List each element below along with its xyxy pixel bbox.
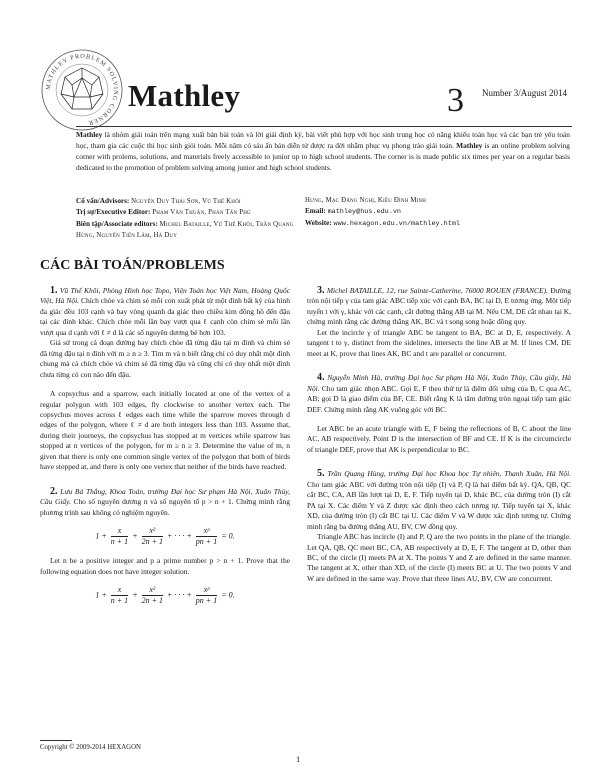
assoc-label: Biên tập/Associate editors:	[76, 219, 158, 228]
problem-number: 2.	[50, 485, 58, 497]
intro-brand-en: Mathley	[456, 141, 483, 150]
problem-5-en: Triangle ABC has incircle (I) and P, Q are the two points in the plane of the triangle. Let QA, QB, QC meet BC, CA, AB respectively at D, E, F. The tangent at D, other than BC, of the circle (I) meets PA at X. The points Y and Z are defined in the same manner. The tangent at X, other than XD, of the circle (I) meets BC at U. The two points V and W are defined in the same way. Prove that three lines AU, BV, CW are concurrent.	[307, 532, 571, 583]
eq-den: n + 1	[110, 537, 129, 547]
problem-author: Michel BATAILLE, 12, rue Sainte-Catherine, 76000 ROUEN (FRANCE).	[326, 286, 548, 295]
header-rule	[76, 126, 572, 127]
advisors-label: Cố vấn/Advisors:	[76, 197, 130, 205]
problem-5-vi	[307, 469, 571, 532]
problem-author: Trần Quang Hùng, trường Đại học Khoa học Tự nhiên, Thanh Xuân, Hà Nội.	[327, 469, 571, 479]
problem-text: Cho tam giác nhọn ABC. Gọi E, F theo thứ tự là điểm đối xứng của B, C qua AC, AB; gọi D là giao điểm của BF, CE. Biết rằng K là tâm đường tròn ngoại tiếp tam giác DEF. Chứng minh rằng AK vuông góc với BC.	[307, 383, 571, 414]
eq-term-2	[142, 585, 163, 606]
eq-den: pn + 1	[195, 537, 218, 547]
problem-number: 3.	[317, 285, 325, 296]
eq-den: pn + 1	[195, 595, 218, 605]
problem-text: Chích chòe và chim sẻ mỗi con xuất phát từ một đỉnh bất kỳ của hình đa giác đều 103 cạnh và bay vòng quanh đa giác theo chiều kim đồng hồ đến đậu tại các đỉnh khác. Chích chòe mỗi lần bay vượt qua ℓ cạnh còn chim sẻ mỗi lần vượt qua d cạnh với ℓ ≠ d là các số nguyên dương bé hơn 103.	[40, 296, 290, 337]
eq-dots: + · · · +	[167, 531, 192, 541]
problem-1-en: A copsychus and a sparrow, each initially located at one of the vertex of a regular polygon with 103 edges, fly clockwise to another vertex each. The copsychus moves across ℓ edges each time while the sparrow moves through d edges of the polygon, where ℓ ≠ d are both integers less than 103. Assume that, during their journeys, the copsychus has stopped at m vertices while sparrow has stopped at n vertices of the polygon, for m ≥ n ≥ 3. Determine the value of m, n given that there is only one common single vertex of the polygon that both of birds have stopped at, and there is only one vertex that neither of the birds have reached.	[40, 389, 290, 472]
eq-term-3	[196, 526, 217, 547]
eq-num: x²	[142, 585, 163, 596]
intro-text-en: is an online problem solving corner with prolems, solutions, and materials freely accessible to junior up to high school students. The corner is is made public six times per year on a regular basis dedicated to the promotion of problem solving among junior and high school students.	[76, 141, 570, 172]
eq-den: 2n + 1	[141, 537, 163, 547]
eq-end: = 0.	[221, 531, 235, 541]
eq-num: x	[111, 585, 128, 596]
eq-den: n + 1	[110, 595, 129, 605]
polyhedron-icon	[40, 48, 124, 132]
eq-den: 2n + 1	[141, 595, 163, 605]
problem-4-vi	[307, 373, 571, 415]
assoc-names-cont: Hưng, Mạc Đăng Nghị, Kiều Đình Minh	[305, 197, 427, 204]
eq-term-1	[111, 526, 128, 547]
website-label: Website:	[305, 218, 332, 227]
problem-author: Nguyễn Minh Hà, trường Đại học Sư phạm Hà Nội, Xuân Thủy, Cầu giấy, Hà Nội.	[307, 373, 572, 393]
problem-1-vi	[40, 286, 290, 338]
eq-lead: 1 +	[95, 590, 107, 600]
website-link[interactable]: www.hexagon.edu.vn/mathley.html	[333, 219, 460, 228]
problem-author: Lưu Bá Thắng, Khoa Toán, trường Đại học Sư phạm Hà Nội, Xuân Thủy, Cầu Giấy.	[40, 486, 291, 507]
equation-2: 1 + $\frac{x}{n + 1}$ + $\frac{\text{x²}}{2n + 1}$ + · · · + $\frac{\text{xᵖ}}{pn + 1}$ = 0.	[95, 584, 235, 605]
email-label: Email:	[305, 207, 326, 216]
problem-number: 5.	[317, 468, 325, 480]
eq-term-2	[142, 526, 163, 547]
problem-number: 1.	[50, 285, 58, 296]
eq-num: xᵖ	[196, 585, 217, 596]
intro-paragraph	[76, 129, 570, 173]
assoc-names: Michel Bataille, Vũ Thế Khôi, Trần Quang Hùng, Nguyễn Tiến Lâm, Hà Duy	[76, 220, 294, 240]
problem-2-vi	[40, 487, 290, 518]
editors-right	[305, 196, 571, 229]
right-column	[307, 286, 571, 584]
brand-title: Mathley	[128, 78, 241, 113]
intro-brand-vi: Mathley	[76, 130, 103, 139]
page-number: 1	[296, 754, 301, 764]
mathley-logo	[40, 48, 124, 132]
editors-left	[76, 196, 298, 242]
intro-text-vi: là nhóm giải toán trên mạng xuất bản bài toán và lời giải định kỳ, bài viết phù hợp với học sinh trung học có năng khiếu toán học và các bạn trẻ yêu toán học, tham gia các cuộc thi học sinh giỏi toán. Mỗi năm có sáu ấn bản diễn tử được ra đời nhằm phục vụ phong trào giải toán.	[76, 130, 570, 150]
left-column	[40, 286, 290, 615]
email-link[interactable]: mathley@hus.edu.vn	[327, 208, 401, 217]
eq-lead: 1 +	[95, 531, 107, 541]
issue-label: Number 3/August 2014	[482, 88, 567, 98]
logo-text: MATHLEY PROBLEM SOLVING CORNER	[44, 52, 120, 127]
eq-num: x	[111, 526, 128, 537]
problem-2-en: Let n be a positive integer and p a prime number p > n + 1. Prove that the following equation does not have integer solution.	[40, 556, 290, 576]
eq-num: xᵖ	[196, 526, 217, 537]
problem-number: 4.	[317, 372, 325, 384]
copyright: Copyright © 2009-2014 HEXAGON	[40, 744, 141, 751]
section-title: CÁC BÀI TOÁN/PROBLEMS	[40, 258, 225, 273]
eq-num: x²	[142, 526, 163, 537]
issue-number: 3	[447, 82, 464, 119]
eq-end: = 0.	[221, 590, 235, 600]
problem-1-vi-2: Giả sử trong cả đoạn đường bay chích chòe đã từng đậu tại m đỉnh và chim sẻ đã từng đậu tại n đỉnh với m ≥ n ≥ 3. Tìm m và n biết rằng chỉ có duy nhất một đỉnh chung mà cả chích chòe và chim sẻ đã từng đậu và cũng chỉ có duy nhất một đỉnh chưa từng có con nào đến đậu.	[40, 338, 290, 379]
problem-3-vi	[307, 286, 571, 328]
footer-rule	[40, 740, 72, 741]
problem-3-en: Let the incircle γ of triangle ABC be tangent to BA, BC at D, E, respectively. A tangent t to γ, distinct from the sidelines, intersects the line AB at M. If lines CM, DE meet at K, prove that lines AK, BC and t are parallel or concurrent.	[307, 327, 571, 358]
equation-1: 1 + $\frac{x}{n + 1}$ + $\frac{\text{x²}}{2n + 1}$ + · · · + $\frac{\text{xᵖ}}{pn + 1}$ = 0.	[95, 526, 235, 547]
problem-text: Đường tròn nội tiếp γ của tam giác ABC tiếp xúc với cạnh BA, BC tại D, E tương ứng. Một tiếp tuyến t với γ, khác với các cạnh, cắt đường thẳng AB tại M. Nếu CM, DE cắt nhau tại K, chứng minh rằng các đường thẳng AK, BC và t song song hoặc đồng quy.	[307, 286, 571, 327]
advisors-names: Nguyễn Duy Thái Sơn, Vũ Thế Khôi	[131, 198, 241, 205]
problem-text: Cho số nguyên dương n và số nguyên tố p > n + 1. Chứng minh rằng phương trình sau không có nghiệm nguyên.	[40, 497, 290, 517]
problem-author: Vũ Thế Khôi, Phòng Hình học Topo, Viện Toán học Việt Nam, Hoàng Quốc Việt, Hà Nội.	[40, 286, 291, 306]
eq-dots: + · · · +	[167, 590, 192, 600]
eq-term-1	[111, 585, 128, 606]
exec-label: Trị sự/Executive Editor:	[76, 208, 151, 217]
eq-term-3	[196, 585, 217, 606]
problem-4-en: Let ABC be an acute triangle with E, F being the reflections of B, C about the line AC, AB respectively. Point D is the intersection of BF and CE. If K is the circumcircle of triangle DEF, prove that AK is perpendicular to BC.	[307, 423, 571, 454]
problem-text: Cho tam giác ABC với đường tròn nội tiếp (I) và P, Q là hai điểm bất kỳ. QA, QB, QC cắt BC, CA, AB lần lượt tại D, E, F. Tiếp tuyến tại D, khác BC, của đường tròn (I) cắt PA tại X. Các điểm Y và Z được xác định theo cách tương tự. Tiếp tuyến tại X, khác XD, của đường tròn (I) cắt BC tại U. Các điểm V và W được xác định tương tự. Chứng minh rằng ba đường thẳng AU, BV, CW đồng quy.	[307, 479, 571, 531]
exec-names: Phạm Văn Thuận, Phan Tấn Phú	[152, 209, 251, 217]
